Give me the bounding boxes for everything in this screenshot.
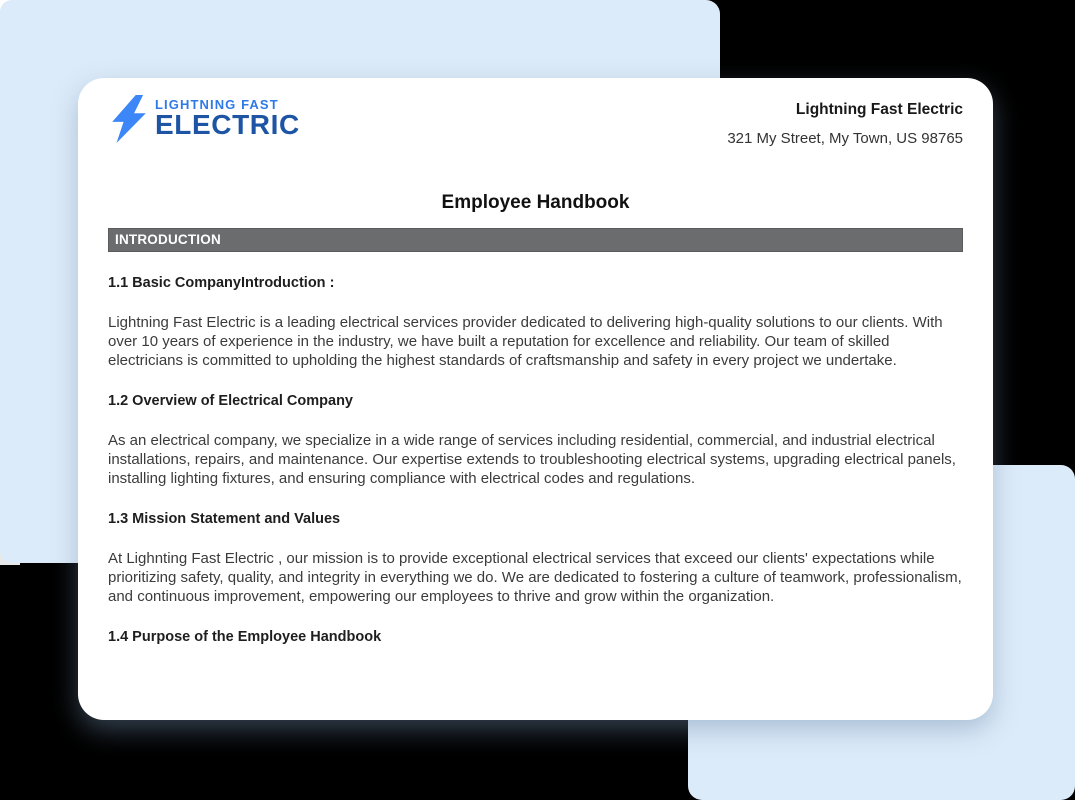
section-body: As an electrical company, we specialize in a wide range of services including residential, commercial, and industrial electrical installations, repairs, and maintenance. Our expertise extends to troubleshooting electrical systems, upgrading electrical panels, installing lighting fixtures, and ensuring compliance with electrical codes and regulations. [108,432,956,487]
letterhead [727,95,963,147]
lightning-bolt-icon [108,95,150,143]
section-1-1 [108,274,963,370]
section-heading: 1.1 Basic CompanyIntroduction : [108,275,335,291]
section-1-2 [108,392,963,488]
logo-text [155,95,300,138]
section-1-3 [108,510,963,606]
section-heading: 1.3 Mission Statement and Values [108,511,341,527]
section-1-4 [108,628,963,647]
section-heading: 1.2 Overview of Electrical Company [108,393,353,409]
document-card [78,78,993,720]
company-address: 321 My Street, My Town, US 98765 [727,130,963,147]
section-body: At Lighnting Fast Electric , our mission is to provide exceptional electrical services that exceed our clients' expectations while prioritizing safety, quality, and integrity in everything we do. We are dedicated to fostering a culture of teamwork, professionalism, and continuous improvement, empowering our employees to thrive and grow within the organization. [108,550,962,605]
logo-bottom-line: ELECTRIC [155,109,300,140]
logo-top-line: LIGHTNING FAST [155,97,279,112]
document-header [108,95,963,147]
section-body: Lightning Fast Electric is a leading electrical services provider dedicated to delivering high-quality solutions to our clients. With over 10 years of experience in the industry, we have built a reputation for excellence and reliability. Our team of skilled electricians is committed to upholding the highest standards of craftsmanship and safety in every project we undertake. [108,314,943,369]
section-heading: 1.4 Purpose of the Employee Handbook [108,629,382,645]
company-logo [108,95,300,143]
document-title: Employee Handbook [441,192,630,213]
company-name: Lightning Fast Electric [795,101,963,118]
section-header-bar: INTRODUCTION [108,228,963,252]
